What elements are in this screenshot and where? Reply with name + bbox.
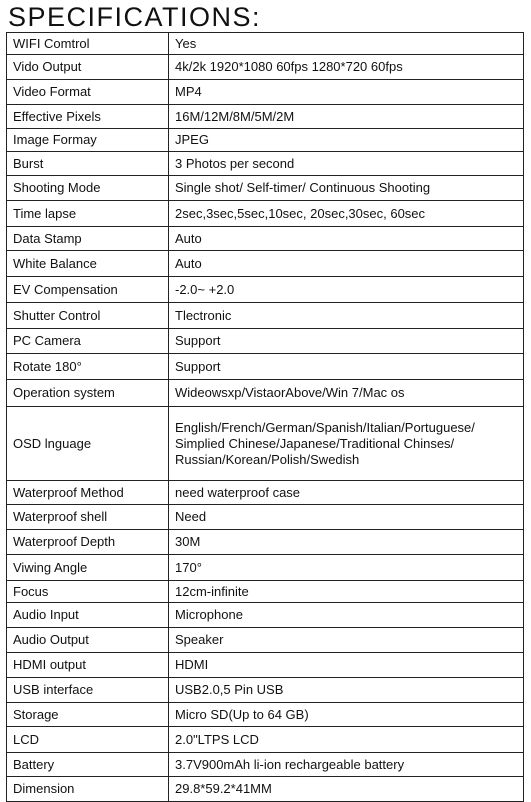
spec-row bbox=[7, 80, 524, 105]
spec-label: WIFI Comtrol bbox=[7, 33, 169, 55]
spec-row bbox=[7, 33, 524, 55]
spec-value: Single shot/ Self-timer/ Continuous Shooting bbox=[169, 176, 524, 201]
spec-value: Micro SD(Up to 64 GB) bbox=[169, 703, 524, 727]
spec-row bbox=[7, 129, 524, 152]
spec-value: Auto bbox=[169, 227, 524, 251]
spec-row bbox=[7, 380, 524, 407]
spec-label: Audio Output bbox=[7, 628, 169, 653]
spec-label: PC Camera bbox=[7, 329, 169, 354]
spec-label: Audio Input bbox=[7, 603, 169, 628]
spec-row bbox=[7, 703, 524, 727]
spec-value: Need bbox=[169, 505, 524, 530]
spec-label: Vido Output bbox=[7, 55, 169, 80]
spec-value: need waterproof case bbox=[169, 481, 524, 505]
spec-row bbox=[7, 201, 524, 227]
spec-value: JPEG bbox=[169, 129, 524, 152]
spec-row bbox=[7, 481, 524, 505]
spec-row bbox=[7, 227, 524, 251]
spec-row bbox=[7, 727, 524, 753]
spec-label: Image Formay bbox=[7, 129, 169, 152]
spec-label: Battery bbox=[7, 753, 169, 777]
spec-value: 3.7V900mAh li-ion rechargeable battery bbox=[169, 753, 524, 777]
spec-label: Shutter Control bbox=[7, 303, 169, 329]
spec-value: Auto bbox=[169, 251, 524, 277]
spec-label: Storage bbox=[7, 703, 169, 727]
spec-label: OSD lnguage bbox=[7, 407, 169, 481]
page-title: SPECIFICATIONS: bbox=[8, 2, 262, 32]
spec-value: 170° bbox=[169, 555, 524, 581]
spec-value: HDMI bbox=[169, 653, 524, 678]
spec-row bbox=[7, 152, 524, 176]
spec-label: EV Compensation bbox=[7, 277, 169, 303]
spec-row bbox=[7, 555, 524, 581]
spec-value: -2.0~ +2.0 bbox=[169, 277, 524, 303]
spec-value-line: Simplied Chinese/Japanese/Traditional Chinses/ bbox=[175, 435, 455, 451]
spec-value: Microphone bbox=[169, 603, 524, 628]
spec-row bbox=[7, 777, 524, 802]
spec-row bbox=[7, 530, 524, 555]
spec-value: Support bbox=[169, 329, 524, 354]
spec-row bbox=[7, 753, 524, 777]
spec-value: 16M/12M/8M/5M/2M bbox=[169, 105, 524, 129]
spec-value: 4k/2k 1920*1080 60fps 1280*720 60fps bbox=[169, 55, 524, 80]
spec-row bbox=[7, 354, 524, 380]
spec-label: Waterproof Method bbox=[7, 481, 169, 505]
spec-label: Viwing Angle bbox=[7, 555, 169, 581]
spec-label: Burst bbox=[7, 152, 169, 176]
spec-value: USB2.0,5 Pin USB bbox=[169, 678, 524, 703]
spec-value: Wideowsxp/VistaorAbove/Win 7/Mac os bbox=[169, 380, 524, 407]
spec-value: 2sec,3sec,5sec,10sec, 20sec,30sec, 60sec bbox=[169, 201, 524, 227]
spec-row bbox=[7, 505, 524, 530]
spec-value: Support bbox=[169, 354, 524, 380]
spec-row bbox=[7, 105, 524, 129]
spec-label: Waterproof shell bbox=[7, 505, 169, 530]
spec-row bbox=[7, 277, 524, 303]
spec-value-line: English/French/German/Spanish/Italian/Portuguese/ bbox=[175, 419, 475, 435]
spec-value: 12cm-infinite bbox=[169, 581, 524, 603]
spec-label: White Balance bbox=[7, 251, 169, 277]
spec-value: 2.0"LTPS LCD bbox=[169, 727, 524, 753]
spec-value bbox=[169, 407, 524, 481]
spec-row bbox=[7, 407, 524, 481]
spec-value: Speaker bbox=[169, 628, 524, 653]
spec-label: Video Format bbox=[7, 80, 169, 105]
spec-label: USB interface bbox=[7, 678, 169, 703]
spec-value: 3 Photos per second bbox=[169, 152, 524, 176]
spec-label: Dimension bbox=[7, 777, 169, 802]
spec-value: 29.8*59.2*41MM bbox=[169, 777, 524, 802]
specifications-table bbox=[6, 32, 524, 802]
spec-row bbox=[7, 251, 524, 277]
spec-label: Waterproof Depth bbox=[7, 530, 169, 555]
spec-value-line: Russian/Korean/Polish/Swedish bbox=[175, 451, 360, 467]
spec-label: HDMI output bbox=[7, 653, 169, 678]
spec-label: Shooting Mode bbox=[7, 176, 169, 201]
spec-label: Data Stamp bbox=[7, 227, 169, 251]
spec-row bbox=[7, 176, 524, 201]
spec-row bbox=[7, 55, 524, 80]
spec-row bbox=[7, 678, 524, 703]
spec-row bbox=[7, 303, 524, 329]
spec-value: MP4 bbox=[169, 80, 524, 105]
specifications-table-body bbox=[7, 33, 524, 802]
spec-row bbox=[7, 581, 524, 603]
spec-value: 30M bbox=[169, 530, 524, 555]
spec-value: Yes bbox=[169, 33, 524, 55]
spec-row bbox=[7, 603, 524, 628]
spec-row bbox=[7, 329, 524, 354]
spec-row bbox=[7, 653, 524, 678]
spec-label: Operation system bbox=[7, 380, 169, 407]
spec-label: Effective Pixels bbox=[7, 105, 169, 129]
spec-label: Focus bbox=[7, 581, 169, 603]
spec-label: LCD bbox=[7, 727, 169, 753]
spec-label: Time lapse bbox=[7, 201, 169, 227]
spec-row bbox=[7, 628, 524, 653]
spec-label: Rotate 180° bbox=[7, 354, 169, 380]
spec-value: Tlectronic bbox=[169, 303, 524, 329]
